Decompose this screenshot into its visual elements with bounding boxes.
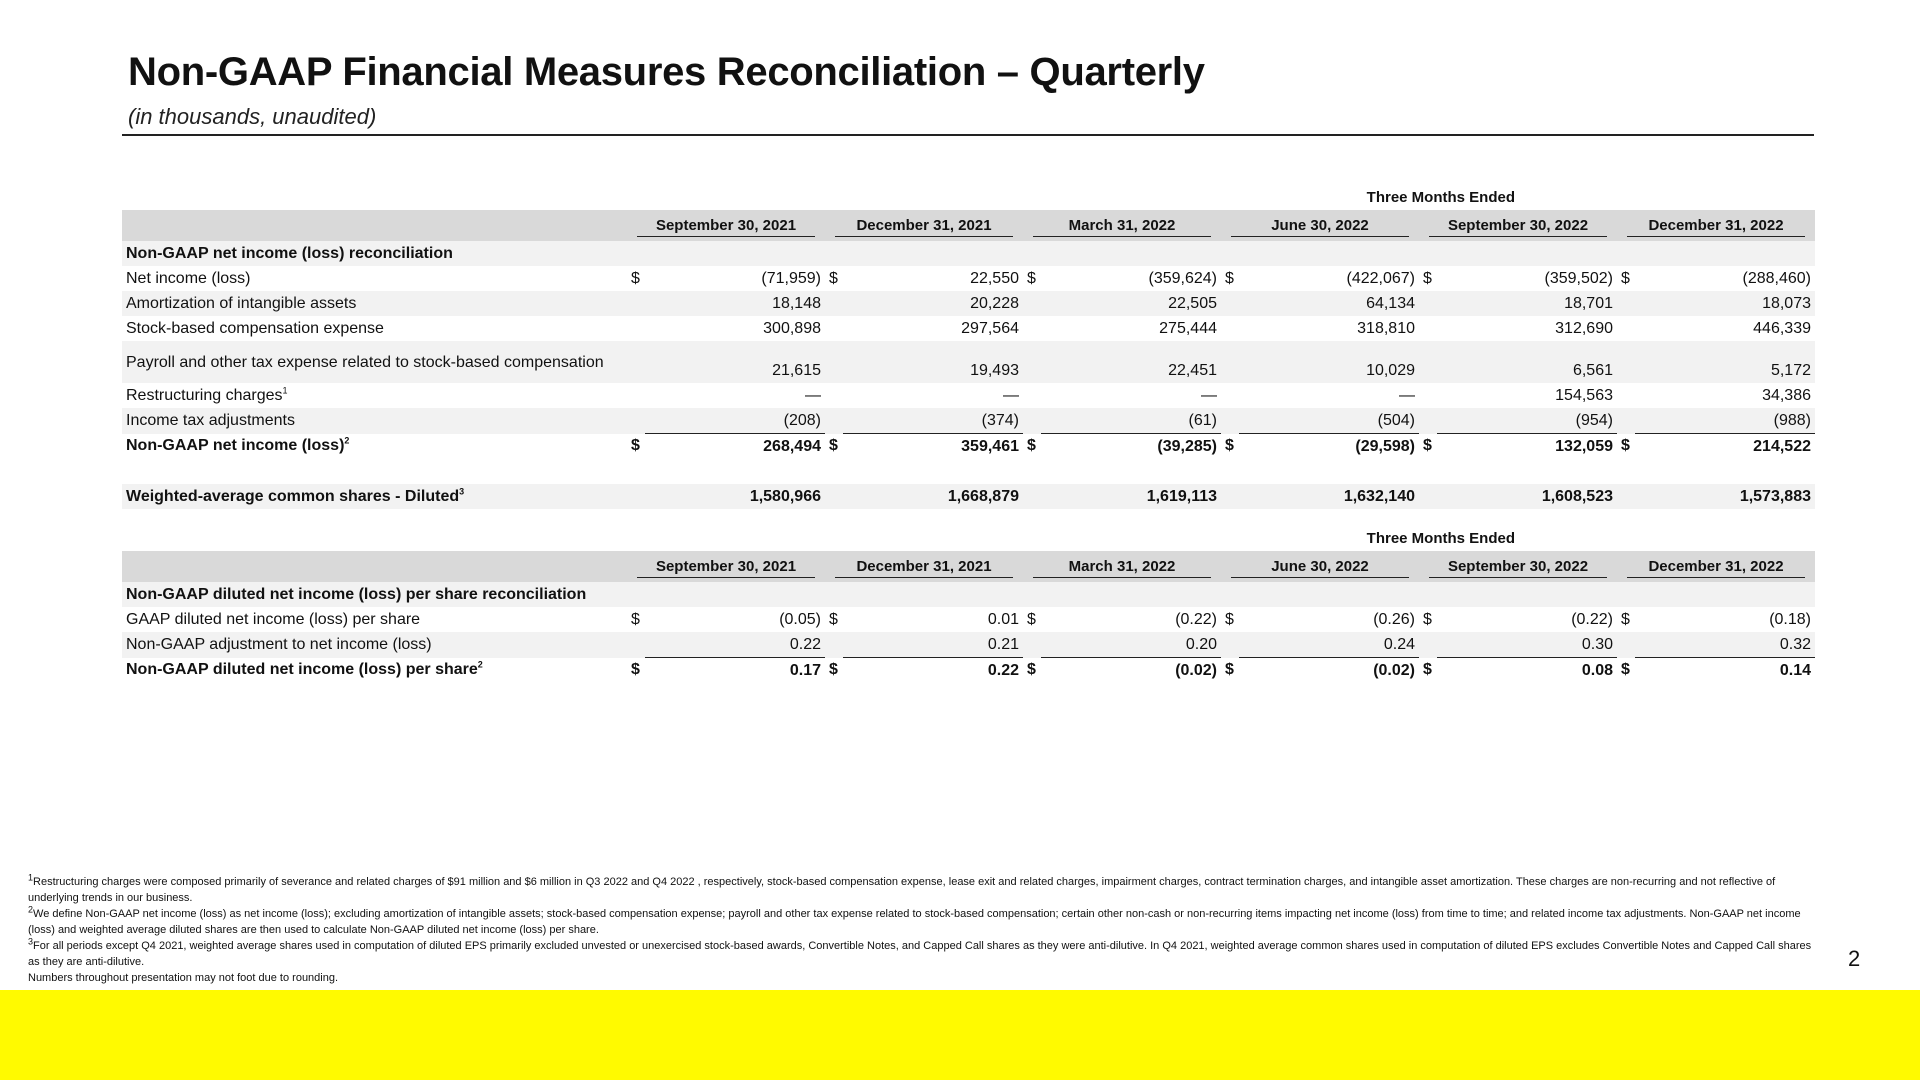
row-label: Non-GAAP diluted net income (loss) per share$^2$ bbox=[126, 659, 483, 679]
cell-value: 5,172 bbox=[1635, 341, 1815, 383]
cell-value: (0.02) bbox=[1373, 661, 1415, 679]
column-header: June 30, 2022 bbox=[1221, 210, 1419, 241]
cell-value: 0.20 bbox=[1041, 632, 1221, 658]
cell-value: 22,451 bbox=[1041, 341, 1221, 383]
table-row bbox=[122, 408, 1815, 434]
section-header-row bbox=[122, 241, 1815, 266]
cell-value: 275,444 bbox=[1159, 319, 1217, 337]
net-income-reconciliation-table bbox=[122, 186, 1815, 509]
cell-value: (0.22) bbox=[1175, 610, 1217, 628]
cell-value: — bbox=[1003, 386, 1019, 404]
cell-value: 22,505 bbox=[1041, 291, 1221, 316]
cell-value: 154,563 bbox=[1555, 386, 1613, 404]
cell-value: 318,810 bbox=[1357, 319, 1415, 337]
cell-value: (954) bbox=[1437, 408, 1617, 434]
cell-value: (374) bbox=[843, 408, 1023, 434]
cell-value: (0.22) bbox=[1571, 610, 1613, 628]
cell-value: (288,460) bbox=[1742, 269, 1811, 287]
cell-value: 10,029 bbox=[1239, 341, 1419, 383]
cell-value: 297,564 bbox=[961, 319, 1019, 337]
cell-value: — bbox=[805, 386, 821, 404]
cell-value: (0.26) bbox=[1373, 610, 1415, 628]
cell-value: 214,522 bbox=[1753, 437, 1811, 455]
column-header: December 31, 2021 bbox=[825, 551, 1023, 582]
super-header-left bbox=[1041, 527, 1515, 551]
cell-value: (988) bbox=[1635, 408, 1815, 434]
footnote-1: $^1$Restructuring charges were composed primarily of severance and related charges of $91 million and $6 million in Q3 2022 and Q4 2022 , respectively, stock-based compensation expense, lease exit and related charges, impairment charges, contract termination charges, and intangible asset amortization. These charges are non-recurring and not reflective of underlying trends in our business. bbox=[28, 872, 1776, 904]
date-header-row bbox=[122, 551, 1815, 582]
cell-value: — bbox=[1201, 386, 1217, 404]
date-header-row bbox=[122, 210, 1815, 241]
cell-value: 359,461 bbox=[961, 437, 1019, 455]
cell-value: 446,339 bbox=[1753, 319, 1811, 337]
cell-value: (0.02) bbox=[1175, 661, 1217, 679]
column-header: March 31, 2022 bbox=[1023, 210, 1221, 241]
cell-value: 34,386 bbox=[1762, 386, 1811, 404]
page-subtitle: (in thousands, unaudited) bbox=[128, 104, 377, 129]
cell-value: 21,615 bbox=[645, 341, 825, 383]
column-header: September 30, 2021 bbox=[627, 551, 825, 582]
per-share-reconciliation-table bbox=[122, 527, 1815, 683]
cell-value: 0.17 bbox=[789, 661, 821, 679]
cell-value: 1,668,879 bbox=[843, 484, 1023, 509]
three-months-ended-label: Three Months Ended bbox=[1366, 530, 1515, 547]
cell-value: 0.32 bbox=[1635, 632, 1815, 658]
super-header-row bbox=[122, 527, 1815, 551]
table-row bbox=[122, 341, 1815, 383]
row-label: Income tax adjustments bbox=[122, 408, 627, 434]
cell-value: 1,608,523 bbox=[1437, 484, 1617, 509]
three-months-ended-label: Three Months Ended bbox=[1366, 189, 1515, 206]
cell-value: (0.05) bbox=[779, 610, 821, 628]
cell-value: (29,598) bbox=[1355, 437, 1415, 455]
table-row: Net income (loss) $ (71,959) $ 22,550 $ (359,624) $ (422,067) $ (359,502) $ (288,460) bbox=[122, 266, 1815, 291]
footnote-2: $^2$We define Non-GAAP net income (loss) as net income (loss); excluding amortization of intangible assets; stock-based compensation expense; payroll and other tax expense related to stock-based compensation; certain other non-cash or non-recurring items impacting net income (loss) from time to time; and related income tax adjustments. Non-GAAP net income (loss) and weighted average diluted shares are then used to calculate Non-GAAP diluted net income (loss) per share. bbox=[28, 904, 1801, 936]
section-label: Non-GAAP diluted net income (loss) per share reconciliation bbox=[122, 582, 1815, 607]
row-label: Weighted-average common shares - Diluted$^3$ bbox=[122, 484, 627, 509]
cell-value: 18,148 bbox=[645, 291, 825, 316]
rounding-note: Numbers throughout presentation may not foot due to rounding. bbox=[28, 972, 339, 984]
cell-value: 0.24 bbox=[1239, 632, 1419, 658]
cell-value: 1,632,140 bbox=[1239, 484, 1419, 509]
cell-value: (504) bbox=[1239, 408, 1419, 434]
cell-value: 0.30 bbox=[1437, 632, 1617, 658]
cell-value: 6,561 bbox=[1437, 341, 1617, 383]
cell-value: 18,073 bbox=[1635, 291, 1815, 316]
cell-value: 22,550 bbox=[970, 269, 1019, 287]
footnote-marker: 2 bbox=[477, 659, 483, 670]
cell-value: 300,898 bbox=[763, 319, 821, 337]
cell-value: (71,959) bbox=[761, 269, 821, 287]
title-divider bbox=[122, 134, 1814, 136]
column-header: June 30, 2022 bbox=[1221, 551, 1419, 582]
cell-value: (359,624) bbox=[1148, 269, 1217, 287]
table-row bbox=[122, 383, 1815, 408]
table-row bbox=[122, 316, 1815, 341]
column-header: December 31, 2022 bbox=[1617, 210, 1815, 241]
cell-value: (422,067) bbox=[1346, 269, 1415, 287]
cell-value: 312,690 bbox=[1555, 319, 1613, 337]
column-header: December 31, 2021 bbox=[825, 210, 1023, 241]
cell-value: (61) bbox=[1041, 408, 1221, 434]
cell-value: 1,573,883 bbox=[1635, 484, 1815, 509]
cell-value: 20,228 bbox=[843, 291, 1023, 316]
column-header: March 31, 2022 bbox=[1023, 551, 1221, 582]
table-row: GAAP diluted net income (loss) per share $ (0.05) $ 0.01 $ (0.22) $ (0.26) $ (0.22) $ (0.18) bbox=[122, 607, 1815, 632]
cell-value: 1,580,966 bbox=[645, 484, 825, 509]
row-label: Non-GAAP net income (loss)$^2$ bbox=[126, 435, 350, 455]
section-header-row bbox=[122, 582, 1815, 607]
footnote-marker: 3 bbox=[459, 486, 465, 497]
total-row: Non-GAAP diluted net income (loss) per share$^2$ $ 0.17 $ 0.22 $ (0.02) $ (0.02) $ 0.08 $ 0.14 bbox=[122, 658, 1815, 684]
cell-value: 0.21 bbox=[843, 632, 1023, 658]
page-number: 2 bbox=[1848, 946, 1861, 971]
cell-value: 64,134 bbox=[1239, 291, 1419, 316]
cell-value: 18,701 bbox=[1437, 291, 1617, 316]
cell-value: (208) bbox=[645, 408, 825, 434]
column-header: September 30, 2021 bbox=[627, 210, 825, 241]
cell-value: 0.14 bbox=[1779, 661, 1811, 679]
super-header-left bbox=[1041, 186, 1515, 210]
shares-row bbox=[122, 484, 1815, 509]
footnote-marker: 2 bbox=[344, 435, 350, 446]
row-label: Non-GAAP adjustment to net income (loss) bbox=[122, 632, 627, 658]
row-label: Restructuring charges$^1$ bbox=[126, 385, 288, 404]
section-label: Non-GAAP net income (loss) reconciliation bbox=[122, 241, 1815, 266]
footnote-3: $^3$For all periods except Q4 2021, weighted average shares used in computation of diluted EPS primarily excluded unvested or unexercised stock-based awards, Convertible Notes, and Capped Call shares as they were anti-dilutive. In Q4 2021, weighted average common shares used in computation of diluted EPS excludes Convertible Notes and Capped Call shares as they are anti-dilutive. bbox=[28, 936, 1812, 968]
footnote-marker: 1 bbox=[282, 385, 288, 396]
cell-value: 132,059 bbox=[1555, 437, 1613, 455]
column-header: September 30, 2022 bbox=[1419, 210, 1617, 241]
cell-value: 1,619,113 bbox=[1041, 484, 1221, 509]
super-header-row bbox=[122, 186, 1815, 210]
cell-value: 0.01 bbox=[987, 610, 1019, 628]
cell-value: 19,493 bbox=[843, 341, 1023, 383]
cell-value: 0.08 bbox=[1581, 661, 1613, 679]
footnotes bbox=[28, 874, 1818, 986]
cell-value: (39,285) bbox=[1157, 437, 1217, 455]
cell-value: 268,494 bbox=[763, 437, 821, 455]
row-label: Amortization of intangible assets bbox=[122, 291, 627, 316]
column-header: December 31, 2022 bbox=[1617, 551, 1815, 582]
row-label: GAAP diluted net income (loss) per share bbox=[126, 610, 421, 628]
cell-value: (359,502) bbox=[1544, 269, 1613, 287]
total-row: Non-GAAP net income (loss)$^2$ $ 268,494 $ 359,461 $ (39,285) $ (29,598) $ 132,059 $ 214,522 bbox=[122, 434, 1815, 460]
brand-footer-bar bbox=[0, 990, 1920, 1080]
table-row bbox=[122, 632, 1815, 658]
row-label: Payroll and other tax expense related to stock-based compensation bbox=[122, 341, 627, 383]
column-header: September 30, 2022 bbox=[1419, 551, 1617, 582]
page-title: Non-GAAP Financial Measures Reconciliation – Quarterly bbox=[128, 50, 1205, 94]
table-row bbox=[122, 291, 1815, 316]
cell-value: 0.22 bbox=[987, 661, 1019, 679]
row-label: Stock-based compensation expense bbox=[126, 319, 384, 337]
cell-value: — bbox=[1399, 386, 1415, 404]
cell-value: (0.18) bbox=[1769, 610, 1811, 628]
row-label: Net income (loss) bbox=[126, 269, 251, 287]
cell-value: 0.22 bbox=[645, 632, 825, 658]
